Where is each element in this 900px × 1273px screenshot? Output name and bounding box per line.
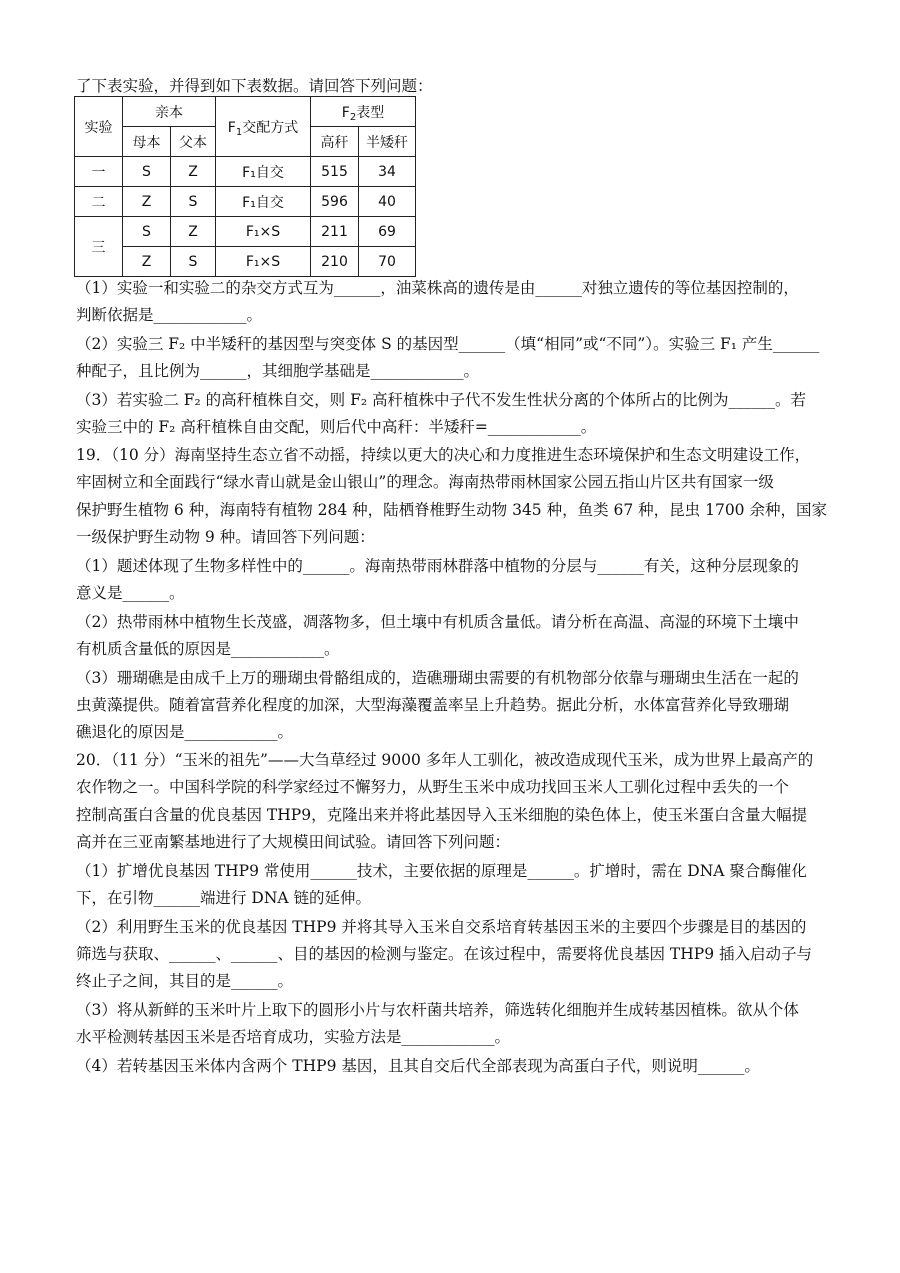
- cell-father: S: [171, 187, 216, 217]
- header-experiment: 实验: [75, 97, 123, 157]
- q19-2-line1: （2）热带雨林中植物生长茂盛，凋落物多，但土壤中有机质含量低。请分析在高温、高湿的环境下土壤中: [76, 613, 799, 631]
- q18-3-line2: 实验三中的 F₂ 高秆植株自由交配，则后代中高秆：半矮秆=____________。: [76, 418, 597, 436]
- cell-method: F₁自交: [216, 157, 311, 187]
- header-mother: 母本: [123, 127, 171, 157]
- q20-1-line2: 下，在引物______端进行 DNA 链的延伸。: [76, 889, 372, 907]
- q20-3-line1: （3）将从新鲜的玉米叶片上取下的圆形小片与农杆菌共培养，筛选转化细胞并生成转基因植株。欲从个体: [76, 1001, 799, 1019]
- cell-mother: S: [123, 157, 171, 187]
- cell-father: Z: [171, 157, 216, 187]
- q20-stem-line4: 高并在三亚南繁基地进行了大规模田间试验。请回答下列问题：: [76, 833, 511, 851]
- q20-3-line2: 水平检测转基因玉米是否培育成功，实验方法是____________。: [76, 1028, 511, 1046]
- intro-text: 了下表实验，并得到如下表数据。请回答下列问题：: [76, 77, 433, 95]
- q20-2-line3: 终止子之间，其目的是______。: [76, 972, 294, 990]
- q18-2-line1: （2）实验三 F₂ 中半矮秆的基因型与突变体 S 的基因型______（填“相同”或“不同”）。实验三 F₁ 产生______: [76, 335, 820, 353]
- cell-tall: 210: [311, 247, 359, 277]
- header-father: 父本: [171, 127, 216, 157]
- q20-1-line1: （1）扩增优良基因 THP9 常使用______技术，主要依据的原理是______。扩增时，需在 DNA 聚合酶催化: [76, 862, 807, 880]
- cell-method: F₁×S: [216, 247, 311, 277]
- header-mating-method: $F_1$交配方式: [216, 97, 311, 157]
- q19-stem-line3: 保护野生植物 6 种，海南特有植物 284 种，陆栖脊椎野生动物 345 种，鱼类 67 种，昆虫 1700 余种，国家: [76, 501, 827, 519]
- cell-mother: Z: [123, 187, 171, 217]
- table-row: [75, 187, 416, 217]
- q18-1-line2: 判断依据是____________。: [76, 306, 263, 324]
- header-semidwarf: 半矮秆: [359, 127, 416, 157]
- q19-3-line2: 虫黄藻提供。随着富营养化程度的加深，大型海藻覆盖率呈上升趋势。据此分析，水体富营养化导致珊瑚: [76, 696, 790, 714]
- q20-stem-line1: 20．（11 分）“玉米的祖先”——大刍草经过 9000 多年人工驯化，被改造成现代玉米，成为世界上最高产的: [76, 751, 814, 769]
- q19-1-line2: 意义是______。: [76, 584, 185, 602]
- cell-dwarf: 69: [359, 217, 416, 247]
- cell-tall: 211: [311, 217, 359, 247]
- cell-dwarf: 34: [359, 157, 416, 187]
- cell-exp: 三: [75, 217, 123, 277]
- cell-tall: 515: [311, 157, 359, 187]
- cell-exp: 二: [75, 187, 123, 217]
- q19-stem-line2: 牢固树立和全面践行“绿水青山就是金山银山”的理念。海南热带雨林国家公园五指山片区共有国家一级: [76, 473, 774, 491]
- cell-method: F₁自交: [216, 187, 311, 217]
- cell-exp: 一: [75, 157, 123, 187]
- q20-stem-line3: 控制高蛋白含量的优良基因 THP9，克隆出来并将此基因导入玉米细胞的染色体上，使玉米蛋白含量大幅提: [76, 806, 808, 824]
- q20-2-line2: 筛选与获取、______、______、目的基因的检测与鉴定。在该过程中，需要将优良基因 THP9 插入启动子与: [76, 945, 813, 963]
- cell-father: Z: [171, 217, 216, 247]
- cell-father: S: [171, 247, 216, 277]
- cell-dwarf: 40: [359, 187, 416, 217]
- q19-stem-line1: 19．（10 分）海南坚持生态立省不动摇，持续以更大的决心和力度推进生态环境保护和生态文明建设工作，: [76, 446, 811, 464]
- q19-2-line2: 有机质含量低的原因是____________。: [76, 640, 340, 658]
- q19-stem-line4: 一级保护野生动物 9 种。请回答下列问题：: [76, 528, 375, 546]
- table-row: [75, 217, 416, 247]
- cell-mother: Z: [123, 247, 171, 277]
- q20-stem-line2: 农作物之一。中国科学院的科学家经过不懈努力，从野生玉米中成功找回玉米人工驯化过程中丢失的一个: [76, 778, 790, 796]
- header-parents: 亲本: [123, 97, 216, 127]
- cell-method: F₁×S: [216, 217, 311, 247]
- header-tall: 高秆: [311, 127, 359, 157]
- q18-2-line2: 种配子，且比例为______，其细胞学基础是____________。: [76, 362, 480, 380]
- q19-1-line1: （1）题述体现了生物多样性中的______。海南热带雨林群落中植物的分层与______有关，这种分层现象的: [76, 557, 799, 575]
- cell-dwarf: 70: [359, 247, 416, 277]
- experiment-table: [74, 96, 416, 277]
- q18-1-line1: （1）实验一和实验二的杂交方式互为______，油菜株高的遗传是由______对独立遗传的等位基因控制的，: [76, 279, 799, 297]
- q19-3-line3: 礁退化的原因是____________。: [76, 723, 294, 741]
- table-row: [75, 157, 416, 187]
- table-row: [75, 247, 416, 277]
- cell-tall: 596: [311, 187, 359, 217]
- header-f2-phenotype: $F_2$表型: [311, 97, 416, 127]
- cell-mother: S: [123, 217, 171, 247]
- q20-4-line1: （4）若转基因玉米体内含两个 THP9 基因，且其自交后代全部表现为高蛋白子代，则说明______。: [76, 1057, 760, 1075]
- q19-3-line1: （3）珊瑚礁是由成千上万的珊瑚虫骨骼组成的，造礁珊瑚虫需要的有机物部分依靠与珊瑚虫生活在一起的: [76, 669, 799, 687]
- q18-3-line1: （3）若实验二 F₂ 的高秆植株自交，则 F₂ 高秆植株中子代不发生性状分离的个体所占的比例为______。若: [76, 391, 807, 409]
- q20-2-line1: （2）利用野生玉米的优良基因 THP9 并将其导入玉米自交系培育转基因玉米的主要四个步骤是目的基因的: [76, 918, 807, 936]
